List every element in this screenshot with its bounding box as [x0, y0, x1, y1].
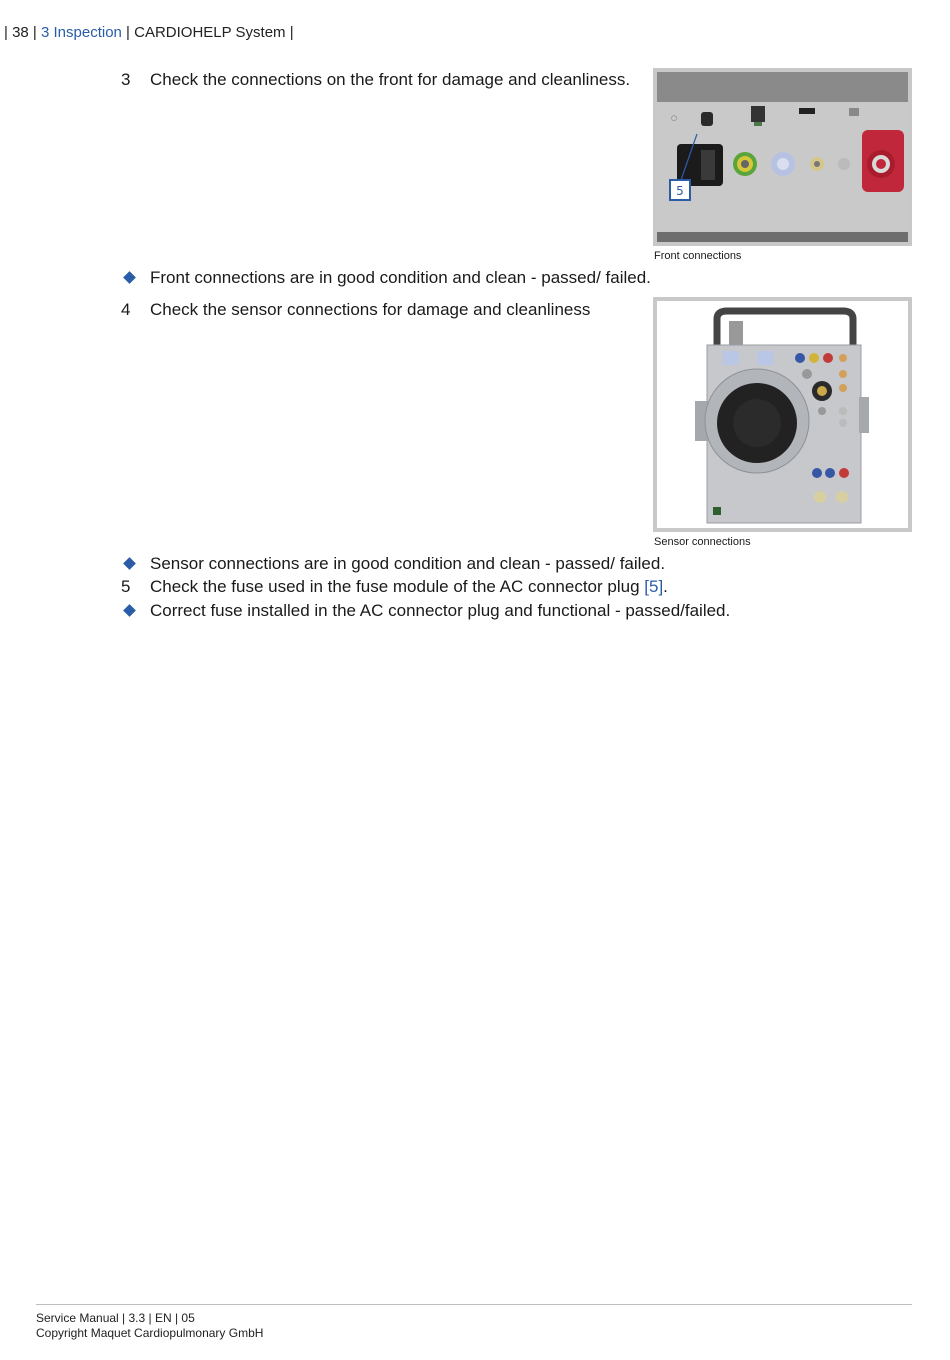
step-text-main: Check the fuse used in the fuse module of the AC connector plug [150, 577, 645, 596]
svg-text:○: ○ [671, 114, 678, 122]
footer-divider [36, 1304, 912, 1305]
step-number: 3 [121, 70, 131, 89]
bullet-diamond-icon [123, 271, 136, 284]
callout-5: 5 [676, 184, 684, 198]
step-number: 4 [121, 300, 131, 319]
front-connections-figure [653, 68, 912, 246]
fuse-reference-link[interactable]: [5] [644, 577, 664, 596]
bullet-diamond-icon [123, 604, 136, 617]
step-text-end: . [663, 577, 668, 596]
front-panel-illustration [657, 72, 908, 242]
bullet-diamond-icon [123, 557, 136, 570]
step-text [150, 576, 668, 598]
result-text: Sensor connections are in good condition and clean - passed/ failed. [150, 554, 666, 573]
front-connections-caption: Front connections [654, 250, 742, 262]
step-text: Check the sensor connections for damage and cleanliness [150, 300, 591, 319]
sensor-panel-illustration [657, 301, 908, 528]
result-text: Front connections are in good condition and clean - passed/ failed. [150, 268, 651, 287]
section-link[interactable]: 3 Inspection [40, 24, 122, 41]
document-title: | CARDIOHELP System | [126, 24, 294, 41]
footer-copyright: Copyright Maquet Cardiopulmonary GmbH [36, 1326, 264, 1340]
footer-manual-info: Service Manual | 3.3 | EN | 05 [36, 1311, 195, 1325]
page-number: | 38 | [4, 24, 37, 41]
sensor-connections-caption: Sensor connections [654, 536, 751, 548]
result-text: Correct fuse installed in the AC connector plug and functional - passed/failed. [150, 601, 731, 620]
sensor-connections-figure [653, 297, 912, 532]
step-number: 5 [121, 577, 131, 596]
step-text: Check the connections on the front for damage and cleanliness. [150, 70, 631, 89]
page-header [4, 24, 294, 41]
